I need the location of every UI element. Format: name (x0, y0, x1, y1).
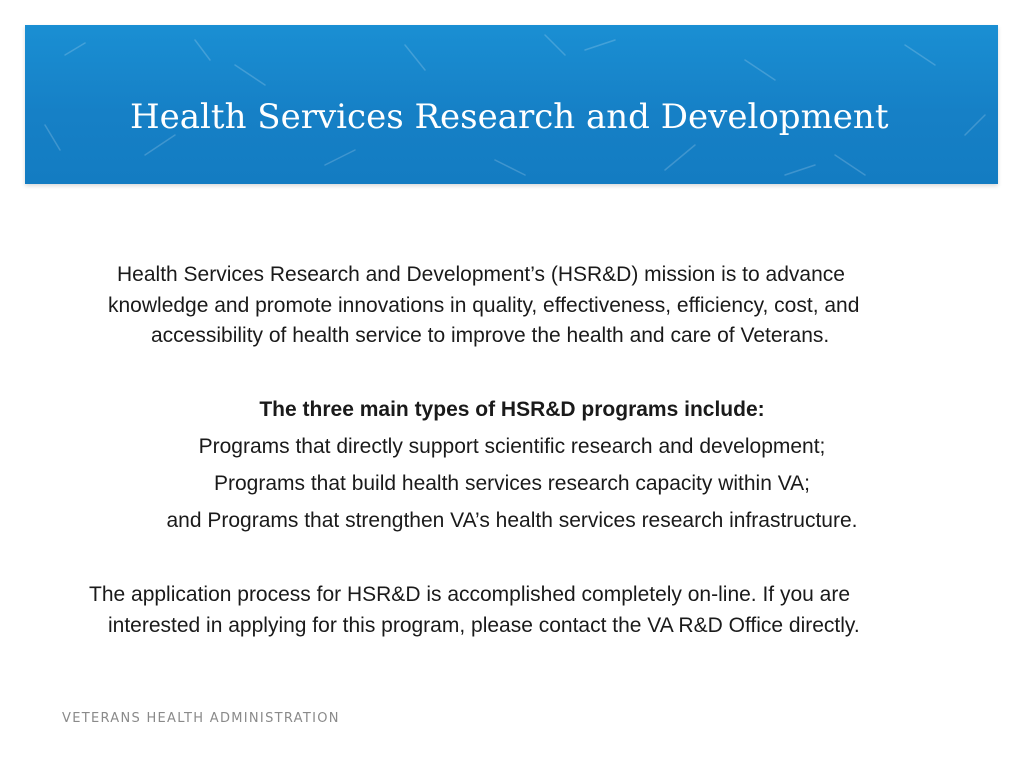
slide-title: Health Services Research and Development (130, 97, 889, 137)
program-item: Programs that build health services research capacity within VA; (213, 472, 811, 495)
title-banner (25, 25, 998, 184)
application-line-2: interested in applying for this program, please contact the VA R&D Office directly. (108, 614, 860, 637)
application-line-1: The application process for HSR&D is accomplished completely on-line. If you are (89, 583, 851, 606)
footer-text: VETERANS HEALTH ADMINISTRATION (62, 711, 340, 726)
mission-line-2: knowledge and promote innovations in quality, effectiveness, efficiency, cost, and (108, 294, 860, 317)
mission-line-3: accessibility of health service to improve the health and care of Veterans. (151, 324, 830, 347)
mission-line-1: Health Services Research and Development’s (HSR&D) mission is to advance (117, 263, 845, 286)
program-item: and Programs that strengthen VA’s health services research infrastructure. (166, 509, 858, 532)
programs-heading: The three main types of HSR&D programs include: (259, 398, 765, 421)
program-item: Programs that directly support scientific research and development; (198, 435, 826, 458)
